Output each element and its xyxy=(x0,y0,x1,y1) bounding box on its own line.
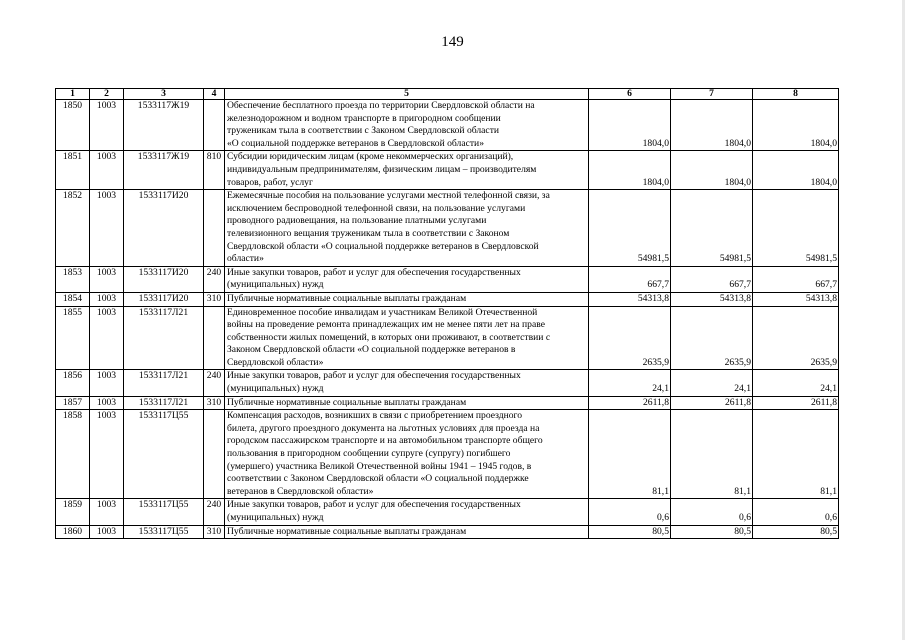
expense-type-code: 310 xyxy=(204,292,225,306)
amount-col-7: 1804,0 xyxy=(671,151,753,190)
description-line: труженикам тыла в соответствии с Законом Свердловской области xyxy=(227,125,500,137)
amount-col-6: 24,1 xyxy=(589,370,671,396)
target-article-code: 1533117Л21 xyxy=(124,396,204,410)
description-cell xyxy=(225,292,589,306)
amount-col-7: 54981,5 xyxy=(671,190,753,267)
header-cell: 3 xyxy=(124,89,204,100)
table-row xyxy=(56,266,839,292)
table-row xyxy=(56,151,839,190)
description-line: (муниципальных) нужд xyxy=(227,383,324,395)
amount-col-6: 0,6 xyxy=(589,499,671,525)
description-line: Публичные нормативные социальные выплаты гражданам xyxy=(227,292,467,304)
description-line: собственности жилых помещений, в которых они проживают, в соответствии с xyxy=(227,331,551,343)
row-number: 1853 xyxy=(56,266,90,292)
row-number: 1851 xyxy=(56,151,90,190)
description-cell xyxy=(225,410,589,499)
expense-type-code: 310 xyxy=(204,525,225,539)
expense-type-code xyxy=(204,306,225,370)
row-number: 1850 xyxy=(56,100,90,151)
section-code: 1003 xyxy=(90,410,124,499)
row-number: 1854 xyxy=(56,292,90,306)
header-cell: 2 xyxy=(90,89,124,100)
row-number: 1855 xyxy=(56,306,90,370)
description-line: (муниципальных) нужд xyxy=(227,512,324,523)
section-code: 1003 xyxy=(90,525,124,539)
amount-col-8: 54981,5 xyxy=(753,190,839,267)
table-row xyxy=(56,370,839,396)
section-code: 1003 xyxy=(90,306,124,370)
amount-col-7: 0,6 xyxy=(671,499,753,525)
row-number: 1857 xyxy=(56,396,90,410)
amount-col-6: 2635,9 xyxy=(589,306,671,370)
target-article-code: 1533117Ц55 xyxy=(124,499,204,525)
description-line: ветеранов в Свердловской области» xyxy=(227,485,374,497)
description-line: Свердловской области «О социальной поддержке ветеранов в Свердловской xyxy=(227,240,539,252)
table-row xyxy=(56,396,839,410)
description-line: Иные закупки товаров, работ и услуг для обеспечения государственных xyxy=(227,499,521,511)
description-line: железнодорожном и водном транспорте в пригородном сообщении xyxy=(227,112,501,124)
section-code: 1003 xyxy=(90,151,124,190)
description-cell xyxy=(225,306,589,370)
amount-col-6: 1804,0 xyxy=(589,151,671,190)
description-cell xyxy=(225,151,589,190)
expense-type-code: 240 xyxy=(204,370,225,396)
table-row xyxy=(56,190,839,267)
section-code: 1003 xyxy=(90,396,124,410)
amount-col-8: 1804,0 xyxy=(753,151,839,190)
amount-col-8: 667,7 xyxy=(753,266,839,292)
description-line: Субсидии юридическим лицам (кроме некоммерческих организаций), xyxy=(227,151,514,163)
description-line: Компенсация расходов, возникших в связи с приобретением проездного xyxy=(227,410,523,422)
amount-col-6: 54981,5 xyxy=(589,190,671,267)
row-number: 1859 xyxy=(56,499,90,525)
amount-col-7: 2635,9 xyxy=(671,306,753,370)
amount-col-8: 2635,9 xyxy=(753,306,839,370)
description-line: войны на проведение ремонта принадлежащих им не менее пяти лет на праве xyxy=(227,319,545,331)
amount-col-8: 2611,8 xyxy=(753,396,839,410)
description-line: проводного радиовещания, на пользование платными услугами xyxy=(227,215,487,227)
amount-col-7: 54313,8 xyxy=(671,292,753,306)
description-cell xyxy=(225,100,589,151)
description-line: соответствии с Законом Свердловской области «О социальной поддержке xyxy=(227,473,529,485)
amount-col-8: 81,1 xyxy=(753,410,839,499)
target-article-code: 1533117И20 xyxy=(124,292,204,306)
table-row xyxy=(56,525,839,539)
description-line: товаров, работ, услуг xyxy=(227,176,313,188)
section-code: 1003 xyxy=(90,266,124,292)
header-cell: 1 xyxy=(56,89,90,100)
target-article-code: 1533117И20 xyxy=(124,266,204,292)
description-cell xyxy=(225,396,589,410)
amount-col-8: 80,5 xyxy=(753,525,839,539)
description-line: Иные закупки товаров, работ и услуг для обеспечения государственных xyxy=(227,370,521,382)
amount-col-8: 1804,0 xyxy=(753,100,839,151)
row-number: 1856 xyxy=(56,370,90,396)
expense-type-code: 810 xyxy=(204,151,225,190)
header-cell: 7 xyxy=(671,89,753,100)
amount-col-6: 1804,0 xyxy=(589,100,671,151)
amount-col-6: 80,5 xyxy=(589,525,671,539)
row-number: 1858 xyxy=(56,410,90,499)
header-cell: 8 xyxy=(753,89,839,100)
page-number: 149 xyxy=(441,34,464,50)
description-line: билета, другого проездного документа на льготных условиях для проезда на xyxy=(227,422,540,434)
amount-col-8: 54313,8 xyxy=(753,292,839,306)
amount-col-6: 54313,8 xyxy=(589,292,671,306)
amount-col-7: 81,1 xyxy=(671,410,753,499)
description-line: Свердловской области» xyxy=(227,356,324,368)
expense-type-code xyxy=(204,410,225,499)
amount-col-7: 2611,8 xyxy=(671,396,753,410)
description-line: области» xyxy=(227,253,264,265)
table-row xyxy=(56,292,839,306)
description-line: индивидуальным предпринимателям, физическим лицам – производителям xyxy=(227,163,537,175)
description-cell xyxy=(225,525,589,539)
description-line: исключением беспроводной телефонной связи, на пользование услугами xyxy=(227,202,526,214)
description-line: Законом Свердловской области «О социальной поддержке ветеранов в xyxy=(227,344,516,356)
target-article-code: 1533117И20 xyxy=(124,190,204,267)
description-cell xyxy=(225,266,589,292)
amount-col-7: 1804,0 xyxy=(671,100,753,151)
description-line: Публичные нормативные социальные выплаты гражданам xyxy=(227,525,467,537)
description-line: «О социальной поддержке ветеранов в Свердловской области» xyxy=(227,137,484,149)
amount-col-8: 24,1 xyxy=(753,370,839,396)
header-cell: 6 xyxy=(589,89,671,100)
amount-col-7: 80,5 xyxy=(671,525,753,539)
expense-type-code xyxy=(204,190,225,267)
section-code: 1003 xyxy=(90,100,124,151)
section-code: 1003 xyxy=(90,499,124,525)
budget-table xyxy=(55,88,839,539)
description-line: телевизионного вещания труженикам тыла в соответствии с Законом xyxy=(227,227,510,239)
section-code: 1003 xyxy=(90,292,124,306)
description-line: Ежемесячные пособия на пользование услугами местной телефонной связи, за xyxy=(227,190,550,202)
row-number: 1852 xyxy=(56,190,90,267)
target-article-code: 1533117Л21 xyxy=(124,370,204,396)
description-cell xyxy=(225,370,589,396)
description-cell xyxy=(225,190,589,267)
description-line: Обеспечение бесплатного проезда по территории Свердловской области на xyxy=(227,100,535,111)
header-cell: 4 xyxy=(204,89,225,100)
amount-col-6: 2611,8 xyxy=(589,396,671,410)
amount-col-6: 667,7 xyxy=(589,266,671,292)
amount-col-6: 81,1 xyxy=(589,410,671,499)
amount-col-7: 24,1 xyxy=(671,370,753,396)
expense-type-code: 240 xyxy=(204,499,225,525)
amount-col-8: 0,6 xyxy=(753,499,839,525)
description-line: Иные закупки товаров, работ и услуг для обеспечения государственных xyxy=(227,266,521,278)
description-cell xyxy=(225,499,589,525)
expense-type-code xyxy=(204,100,225,151)
description-line: Единовременное пособие инвалидам и участникам Великой Отечественной xyxy=(227,306,538,318)
target-article-code: 1533117Л21 xyxy=(124,306,204,370)
description-line: пользования в пригородном сообщении супруге (супругу) погибшего xyxy=(227,448,511,460)
section-code: 1003 xyxy=(90,370,124,396)
description-line: (муниципальных) нужд xyxy=(227,279,324,291)
expense-type-code: 310 xyxy=(204,396,225,410)
description-line: городском пассажирском транспорте и на автомобильном транспорте общего xyxy=(227,435,543,447)
amount-col-7: 667,7 xyxy=(671,266,753,292)
target-article-code: 1533117Ц55 xyxy=(124,525,204,539)
target-article-code: 1533117Ж19 xyxy=(124,151,204,190)
expense-type-code: 240 xyxy=(204,266,225,292)
table-row xyxy=(56,306,839,370)
target-article-code: 1533117Ц55 xyxy=(124,410,204,499)
table-row xyxy=(56,100,839,151)
header-cell: 5 xyxy=(225,89,589,100)
section-code: 1003 xyxy=(90,190,124,267)
table-row xyxy=(56,410,839,499)
description-line: Публичные нормативные социальные выплаты гражданам xyxy=(227,396,467,408)
table-row xyxy=(56,499,839,525)
header-row xyxy=(56,89,839,100)
target-article-code: 1533117Ж19 xyxy=(124,100,204,151)
row-number: 1860 xyxy=(56,525,90,539)
table-body xyxy=(56,100,839,539)
description-line: (умершего) участника Великой Отечественной войны 1941 – 1945 годов, в xyxy=(227,460,532,472)
